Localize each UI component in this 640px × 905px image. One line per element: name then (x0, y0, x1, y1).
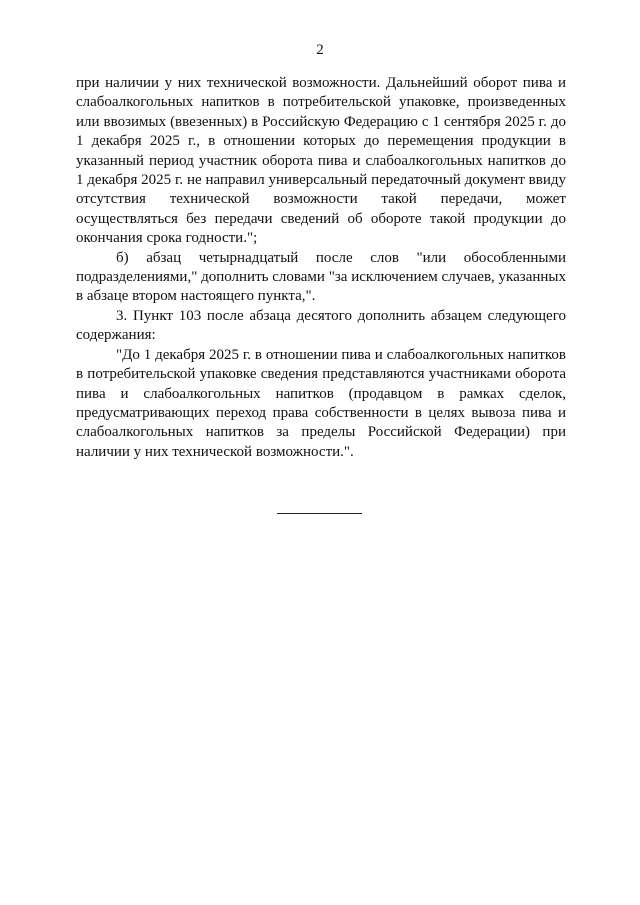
paragraph-amendment-b: б) абзац четырнадцатый после слов "или обособленными подразделениями," дополнить словами "за исключением случаев, указанных в абзаце втором настоящего пункта,". (76, 249, 566, 305)
document-body (76, 74, 566, 462)
page-number: 2 (316, 42, 324, 58)
end-separator-line (277, 513, 362, 514)
paragraph-point-3: 3. Пункт 103 после абзаца десятого дополнить абзацем следующего содержания: (76, 307, 566, 344)
paragraph-continuation: при наличии у них технической возможности. Дальнейший оборот пива и слабоалкогольных напитков в потребительской упаковке, произведенных или ввозимых (ввезенных) в Российскую Федерацию с 1 сентября 2025 г. до 1 декабря 2025 г., в отношении которых до перемещения продукции в указанный период участник оборота пива и слабоалкогольных напитков до 1 декабря 2025 г. не направил универсальный передаточный документ ввиду отсутствия технической возможности такой передачи, может осуществляться без передачи сведений об обороте такой продукции до окончания срока годности."; (76, 75, 566, 247)
paragraph-new-text: "До 1 декабря 2025 г. в отношении пива и слабоалкогольных напитков в потребительской упаковке сведения представляются участниками оборота пива и слабоалкогольных напитков (продавцом в рамках сделок, предусматривающих переход права собственности в целях вывоза пива и слабоалкогольных напитков за пределы Российской Федерации) при наличии у них технической возможности.". (76, 346, 566, 460)
